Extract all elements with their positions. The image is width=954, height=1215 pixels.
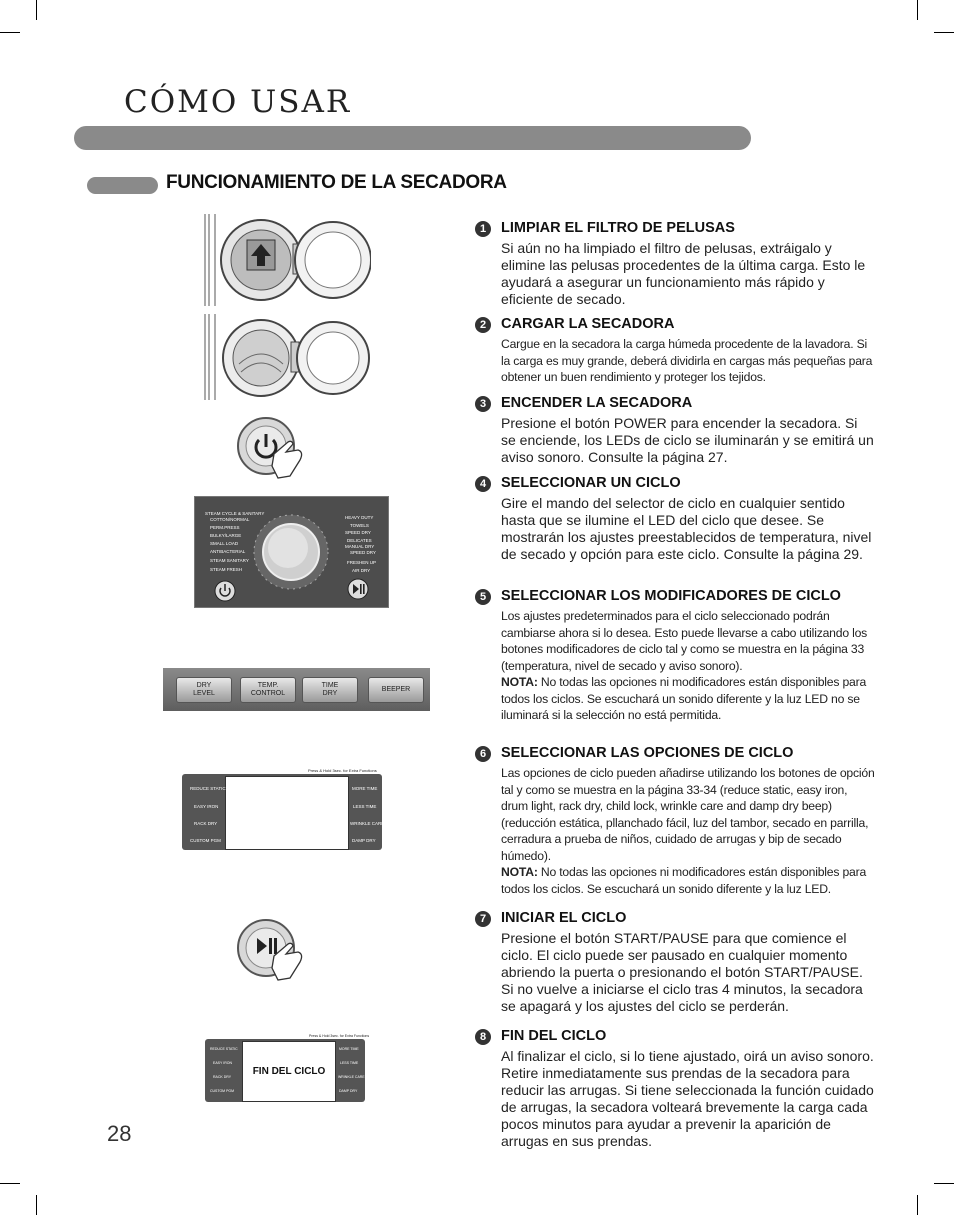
options-panel <box>182 768 385 850</box>
dial-label: BULKY/LARGE <box>210 533 242 538</box>
dial-label: DELICATES <box>347 538 372 543</box>
load-dryer-illustration <box>203 314 371 400</box>
display-screen <box>225 776 349 850</box>
section-heading: FUNCIONAMIENTO DE LA SECADORA <box>166 172 507 193</box>
option-label: LESS TIME <box>353 804 377 809</box>
step-heading: LIMPIAR EL FILTRO DE PELUSAS <box>501 220 735 236</box>
option-label: WRINKLE CARE <box>350 821 385 826</box>
step-3 <box>475 395 875 466</box>
title-bar <box>74 126 751 150</box>
dial-label: TOWELS <box>350 523 369 528</box>
step-body: Cargue en la secadora la carga húmeda procedente de la lavadora. Si la carga es muy grande, deberá dividirla en cargas más pequeñas para obtener un buen rendimiento y proteger los tejidos. <box>501 337 873 384</box>
option-label: CUSTOM PGM <box>190 838 221 843</box>
step-6 <box>475 745 875 897</box>
step-number: 6 <box>475 746 491 762</box>
step-number: 5 <box>475 589 491 605</box>
option-label: RACK DRY <box>213 1075 232 1079</box>
temp-control-button: TEMP. CONTROL <box>240 677 296 703</box>
cycle-dial-panel <box>194 496 389 608</box>
crop-mark <box>917 1195 918 1215</box>
dry-level-button: DRY LEVEL <box>176 677 232 703</box>
option-label: MORE TIME <box>352 786 378 791</box>
step-7 <box>475 910 875 1015</box>
end-display-text: FIN DEL CICLO <box>252 1066 326 1077</box>
step-number: 7 <box>475 911 491 927</box>
step-body: Presione el botón START/PAUSE para que comience el ciclo. El ciclo puede ser pausado en cualquier momento abriendo la puerta o presionando el botón START/PAUSE. Si no vuelve a iniciarse el ciclo tras 4 minutos, la secadora se apagará y los ajustes del ciclo se perderán. <box>501 930 863 1014</box>
options-note: Press & Hold 3sec. for Extra Functions <box>308 768 377 773</box>
crop-mark <box>36 0 37 20</box>
step-body: Gire el mando del selector de ciclo en cualquier sentido hasta que se ilumine el LED del ciclo que desee. Se mostrarán los ajustes preestablecidos de temperatura, nivel de secado y opción para este ciclo. Consulte la página 29. <box>501 495 872 562</box>
crop-mark <box>917 0 918 20</box>
power-button-illustration <box>236 416 308 484</box>
step-heading: INICIAR EL CICLO <box>501 910 627 926</box>
step-body: Al finalizar el ciclo, si lo tiene ajustado, oirá un aviso sonoro. Retire inmediatamente sus prendas de la secadora para reducir las arrugas. Si tiene seleccionada la función cuidado de arrugas, la secadora volteará brevemente la carga cada pocos minutos para ayudar a prevenir la aparición de arrugas en sus prendas. <box>501 1048 874 1149</box>
dial-label: MANUAL DRY <box>345 544 375 549</box>
dial-label: STEAM FRESH <box>210 567 243 572</box>
end-cycle-panel <box>205 1034 370 1102</box>
option-label: REDUCE STATIC <box>190 786 226 791</box>
step-1 <box>475 220 875 308</box>
options-note: Press & Hold 3sec. for Extra Functions <box>309 1034 370 1038</box>
page-number: 28 <box>107 1121 132 1146</box>
dial-label: PERM.PRESS <box>210 525 240 530</box>
dial-label: SPEED DRY <box>345 530 371 535</box>
crop-mark <box>934 32 954 33</box>
option-label: MORE TIME <box>339 1047 359 1051</box>
dial-label: SPEED DRY <box>350 550 376 555</box>
step-number: 2 <box>475 317 491 333</box>
step-number: 8 <box>475 1029 491 1045</box>
step-heading: SELECCIONAR LOS MODIFICADORES DE CICLO <box>501 588 841 604</box>
option-label: REDUCE STATIC <box>210 1047 238 1051</box>
step-note: NOTA: No todas las opciones ni modificadores están disponibles para todos los ciclos. Se escuchará un sonido diferente y la luz LED no se iluminará si la selección no está permitida. <box>501 675 867 722</box>
page-title: CÓMO USAR <box>124 84 352 120</box>
option-label: RACK DRY <box>194 821 218 826</box>
dial-label: SMALL LOAD <box>210 541 239 546</box>
step-heading: ENCENDER LA SECADORA <box>501 395 693 411</box>
dial-label: HEAVY DUTY <box>345 515 374 520</box>
step-number: 4 <box>475 476 491 492</box>
option-label: CUSTOM PGM <box>210 1089 235 1093</box>
time-dry-button: TIME DRY <box>302 677 358 703</box>
crop-mark <box>934 1183 954 1184</box>
beeper-button: BEEPER <box>368 677 424 703</box>
modifier-buttons-panel <box>163 668 430 711</box>
option-label: EASY IRON <box>194 804 219 809</box>
option-label: LESS TIME <box>340 1061 359 1065</box>
option-label: EASY IRON <box>213 1061 232 1065</box>
step-number: 3 <box>475 396 491 412</box>
crop-mark <box>0 1183 20 1184</box>
dial-label: ANTIBACTERIAL <box>210 549 246 554</box>
step-2 <box>475 316 875 386</box>
step-heading: SELECCIONAR LAS OPCIONES DE CICLO <box>501 745 794 761</box>
step-8 <box>475 1028 875 1150</box>
dial-label: STEAM CYCLE & SANITARY <box>205 511 265 516</box>
step-heading: SELECCIONAR UN CICLO <box>501 475 681 491</box>
dial-label: AIR DRY <box>352 568 371 573</box>
step-note: NOTA: No todas las opciones ni modificadores están disponibles para todos los ciclos. Se escuchará un sonido diferente y la luz LED. <box>501 865 867 896</box>
step-4 <box>475 475 875 563</box>
dial-label: STEAM SANITARY <box>210 558 249 563</box>
step-body: Si aún no ha limpiado el filtro de pelusas, extráigalo y elimine las pelusas procedentes de la última carga. Esto le ayudará a asegurar un funcionamiento más rápido y eficiente de secado. <box>501 240 866 307</box>
display-screen <box>242 1041 336 1102</box>
step-body: Las opciones de ciclo pueden añadirse utilizando los botones de opción tal y como se muestra en la página 33-34 (reduce static, easy iron, drum light, rack dry, child lock, wrinkle care and damp dry beep) (reducción estática, pllanchado fácil, luz del tambor, secado en parrilla, cerradura a prueba de niños, cuidado de arrugas y bip de secado húmedo). <box>501 766 875 863</box>
option-label: WRINKLE CARE <box>338 1075 365 1079</box>
crop-mark <box>36 1195 37 1215</box>
option-label: DAMP DRY <box>339 1089 358 1093</box>
step-heading: FIN DEL CICLO <box>501 1028 607 1044</box>
step-heading: CARGAR LA SECADORA <box>501 316 675 332</box>
step-5 <box>475 588 875 724</box>
crop-mark <box>0 32 20 33</box>
dial-label: FRESHEN UP <box>347 560 377 565</box>
section-pill <box>87 177 158 194</box>
lint-filter-illustration <box>203 214 371 306</box>
option-label: DAMP DRY <box>352 838 376 843</box>
step-number: 1 <box>475 221 491 237</box>
dial-label: COTTON/NORMAL <box>210 517 250 522</box>
step-body: Presione el botón POWER para encender la secadora. Si se enciende, los LEDs de ciclo se iluminarán y se emitirá un aviso sonoro. Consulte la página 27. <box>501 415 874 465</box>
start-pause-illustration <box>236 918 308 986</box>
step-body: Los ajustes predeterminados para el ciclo seleccionado podrán cambiarse ahora si lo desea. Esto puede llevarse a cabo utilizando los botones modificadores de ciclo tal y como se muestra en la página 33 (temperatura, nivel de secado y aviso sonoro). <box>501 609 868 673</box>
